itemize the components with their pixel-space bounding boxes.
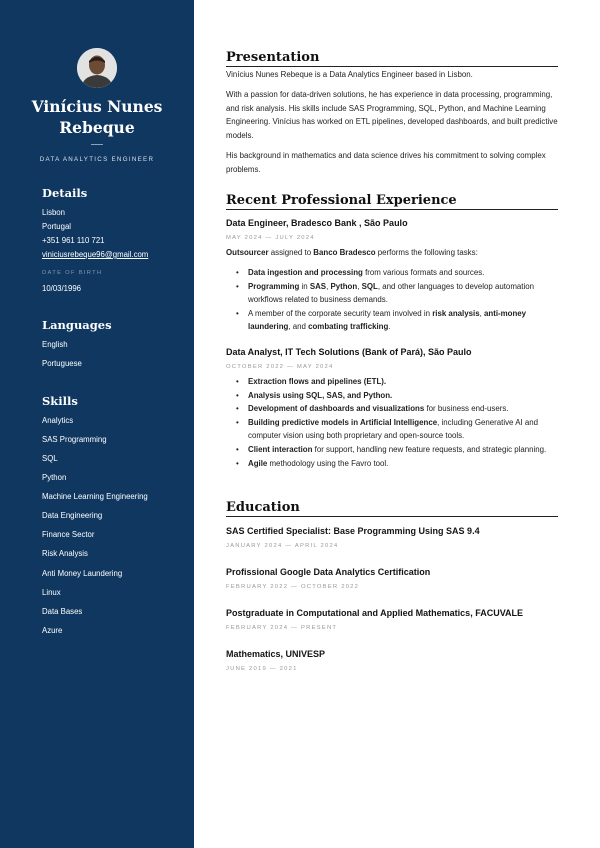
list-item: • Extraction flows and pipelines (ETL). bbox=[236, 375, 558, 389]
skill-item: Data Bases bbox=[42, 607, 83, 616]
candidate-name: Vinícius Nunes Rebeque bbox=[31, 97, 163, 137]
list-item: • Building predictive models in Artificial Intelligence, including Generative AI and computer vision using both proprietary and open-source tools. bbox=[236, 416, 558, 443]
presentation-p3: His background in mathematics and data science drives his commitment to solving complex problems. bbox=[226, 151, 546, 174]
details-heading: Details bbox=[42, 186, 88, 200]
languages-heading: Languages bbox=[42, 318, 112, 332]
details-country: Portugal bbox=[42, 222, 72, 231]
presentation-p2: With a passion for data-driven solutions, he has experience in data processing, programming, and risk analysis. His skills include SAS Programming, SQL, Python, and Machine Learning Engineering. Vinícius has worked on ETL pipelines, developed dashboards, and built predictive models. bbox=[226, 90, 558, 140]
job-title-1: Data Engineer, Bradesco Bank , São Paulo bbox=[226, 218, 408, 228]
job-intro-1: Outsourcer assigned to Banco Bradesco performs the following tasks: bbox=[226, 248, 478, 257]
presentation-p1: Vinícius Nunes Rebeque is a Data Analytics Engineer based in Lisbon. bbox=[226, 70, 473, 79]
skill-item: SQL bbox=[42, 454, 58, 463]
heading-underline bbox=[226, 66, 558, 67]
job-bullets-2 bbox=[236, 375, 558, 470]
list-item: • Development of dashboards and visualizations for business end-users. bbox=[236, 402, 558, 416]
heading-underline bbox=[226, 209, 558, 210]
details-email-link[interactable]: viniciusrebeque96@gmail.com bbox=[42, 250, 149, 259]
job-title-2: Data Analyst, IT Tech Solutions (Bank of Pará), São Paulo bbox=[226, 347, 472, 357]
skill-item: Azure bbox=[42, 626, 63, 635]
skill-item: Data Engineering bbox=[42, 511, 103, 520]
job-dates-2: OCTOBER 2022 — MAY 2024 bbox=[226, 364, 334, 370]
list-item: • Data ingestion and processing from various formats and sources. bbox=[236, 266, 558, 280]
person-photo-icon bbox=[77, 48, 117, 88]
name-divider bbox=[91, 144, 103, 145]
skill-item: Anti Money Laundering bbox=[42, 569, 123, 578]
education-dates: FEBRUARY 2024 — PRESENT bbox=[226, 625, 338, 631]
education-title: Profissional Google Data Analytics Certification bbox=[226, 567, 431, 577]
education-title: Postgraduate in Computational and Applied Mathematics, FACUVALE bbox=[226, 608, 524, 618]
dob-label: DATE OF BIRTH bbox=[42, 270, 103, 276]
sidebar bbox=[0, 0, 194, 848]
list-item: • Analysis using SQL, SAS, and Python. bbox=[236, 389, 558, 403]
education-title: Mathematics, UNIVESP bbox=[226, 649, 326, 659]
education-dates: JUNE 2019 — 2021 bbox=[226, 666, 298, 672]
dob-value: 10/03/1996 bbox=[42, 284, 82, 293]
list-item: • Client interaction for support, handling new feature requests, and strategic planning. bbox=[236, 443, 558, 457]
education-dates: JANUARY 2024 — APRIL 2024 bbox=[226, 543, 339, 549]
heading-underline bbox=[226, 516, 558, 517]
list-item: • Agile methodology using the Favro tool. bbox=[236, 457, 558, 471]
experience-heading: Recent Professional Experience bbox=[226, 193, 558, 209]
skill-item: Python bbox=[42, 473, 67, 482]
skill-item: Finance Sector bbox=[42, 530, 95, 539]
list-item: • A member of the corporate security team involved in risk analysis, anti-money laundering, and combating trafficking. bbox=[236, 307, 558, 334]
job-title: DATA ANALYTICS ENGINEER bbox=[39, 156, 155, 163]
presentation-heading: Presentation bbox=[226, 50, 558, 66]
skill-item: Risk Analysis bbox=[42, 549, 88, 558]
details-phone[interactable]: +351 961 110 721 bbox=[42, 236, 105, 245]
skill-item: Machine Learning Engineering bbox=[42, 492, 148, 501]
skill-item: SAS Programming bbox=[42, 435, 107, 444]
profile-photo bbox=[77, 48, 117, 88]
education-dates: FEBRUARY 2022 — OCTOBER 2022 bbox=[226, 584, 360, 590]
list-item: • Programming in SAS, Python, SQL, and other languages to develop automation workflows related to business demands. bbox=[236, 280, 558, 307]
skills-heading: Skills bbox=[42, 394, 78, 408]
details-city: Lisbon bbox=[42, 208, 65, 217]
language-item: Portuguese bbox=[42, 359, 82, 368]
job-dates-1: MAY 2024 — JULY 2024 bbox=[226, 235, 315, 241]
education-title: SAS Certified Specialist: Base Programming Using SAS 9.4 bbox=[226, 526, 480, 536]
skill-item: Analytics bbox=[42, 416, 74, 425]
skill-item: Linux bbox=[42, 588, 61, 597]
language-item: English bbox=[42, 340, 68, 349]
job-bullets-1 bbox=[236, 266, 558, 334]
education-heading: Education bbox=[226, 500, 558, 516]
